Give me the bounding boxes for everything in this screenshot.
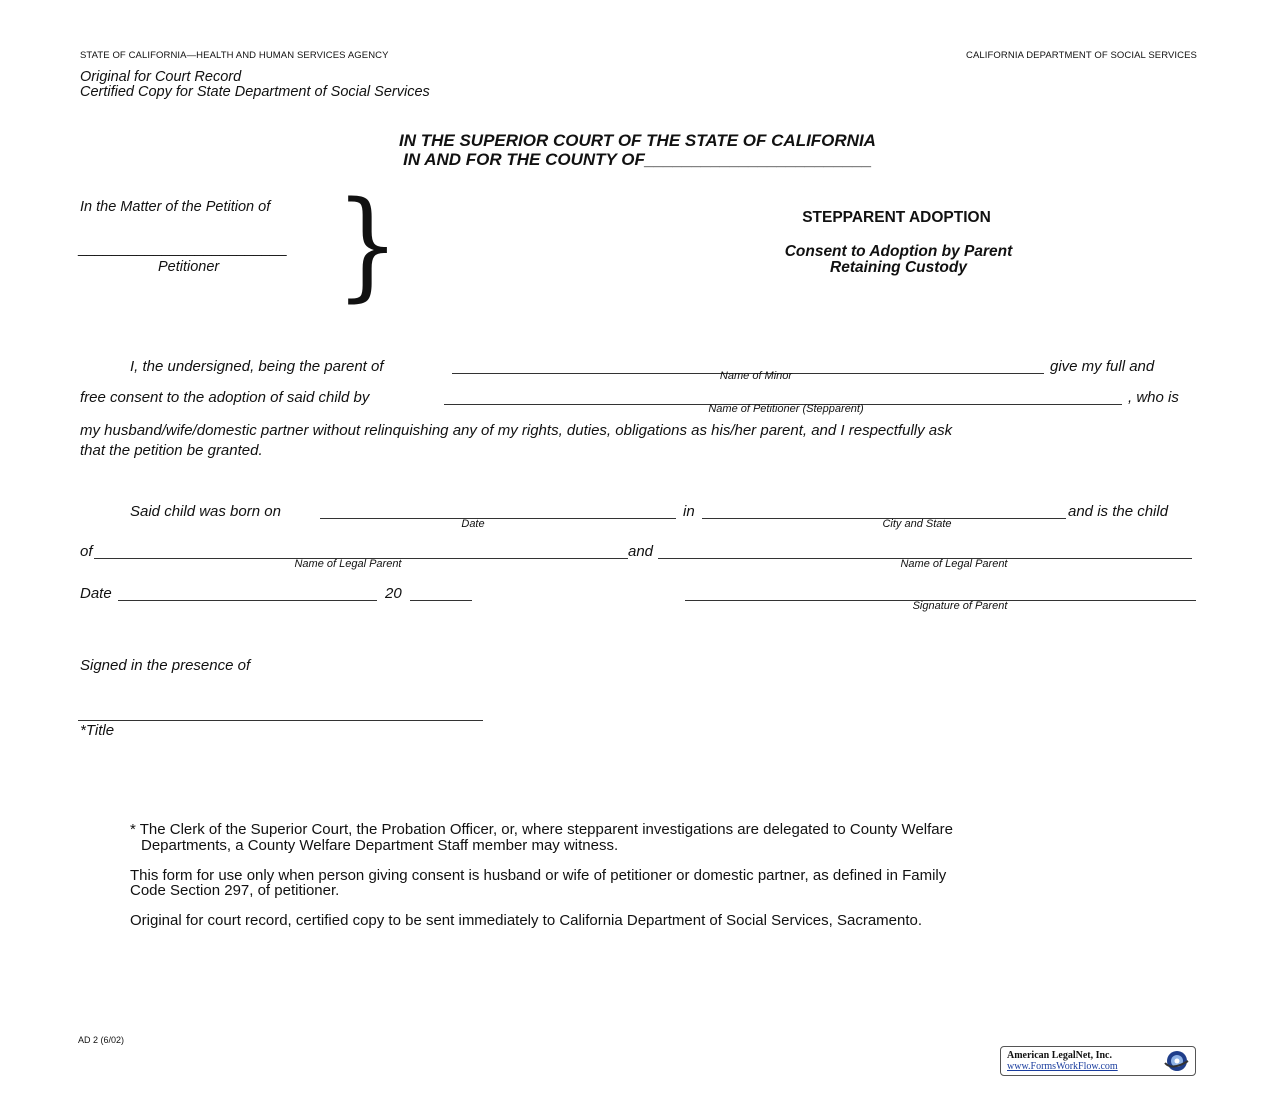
consent-text-2-end: , who is bbox=[1128, 389, 1179, 406]
note-3: Original for court record, certified copy to be sent immediately to California Department of Social Services, Sacramento. bbox=[130, 912, 923, 929]
form-id: AD 2 (6/02) bbox=[78, 1035, 125, 1045]
consent-text-4: that the petition be granted. bbox=[80, 442, 263, 459]
court-title: IN THE SUPERIOR COURT OF THE STATE OF CALIFORNIA bbox=[399, 131, 876, 150]
and-text: and bbox=[628, 543, 654, 560]
agency-left: STATE OF CALIFORNIA—HEALTH AND HUMAN SERVICES AGENCY bbox=[80, 50, 389, 61]
consent-text-1-end: give my full and bbox=[1050, 358, 1155, 375]
date-label: Date bbox=[461, 518, 485, 530]
note-2-line-2: Code Section 297, of petitioner. bbox=[130, 882, 340, 899]
stepparent-label: Name of Petitioner (Stepparent) bbox=[708, 403, 864, 415]
county-line bbox=[0, 150, 1275, 170]
county-field[interactable]: ________________________ bbox=[644, 150, 872, 169]
signing-date-field[interactable] bbox=[118, 600, 377, 601]
legalnet-logo[interactable] bbox=[1000, 1046, 1196, 1076]
consent-text-1: I, the undersigned, being the parent of bbox=[130, 358, 384, 375]
note-2-line-1: This form for use only when person giving consent is husband or wife of petitioner or domestic partner, as defined in Family bbox=[130, 867, 947, 884]
child-of-text: and is the child bbox=[1068, 503, 1169, 520]
date-prefix: Date bbox=[80, 585, 112, 602]
form-title: STEPPARENT ADOPTION bbox=[802, 209, 991, 226]
logo-url[interactable]: www.FormsWorkFlow.com bbox=[1007, 1061, 1118, 1072]
logo-name: American LegalNet, Inc. bbox=[1007, 1050, 1112, 1061]
consent-text-3: my husband/wife/domestic partner without relinquishing any of my rights, duties, obligations as his/her parent, and I respectfully ask bbox=[80, 422, 953, 439]
note-1-line-2: Departments, a County Welfare Department Staff member may witness. bbox=[141, 837, 619, 854]
title-label: *Title bbox=[80, 722, 115, 739]
legal-parent-label-1: Name of Legal Parent bbox=[294, 558, 402, 570]
copy-line-2: Certified Copy for State Department of Social Services bbox=[80, 84, 430, 100]
county-prefix: IN AND FOR THE COUNTY OF bbox=[403, 150, 645, 169]
minor-label: Name of Minor bbox=[719, 370, 793, 382]
city-label: City and State bbox=[882, 518, 952, 530]
born-on-text: Said child was born on bbox=[130, 503, 281, 520]
note-1-line-1: * The Clerk of the Superior Court, the Probation Officer, or, where stepparent investigations are delegated to County Welfare bbox=[130, 821, 953, 838]
year-field[interactable] bbox=[410, 600, 472, 601]
legal-parent-label-2: Name of Legal Parent bbox=[900, 558, 1008, 570]
born-in-text: in bbox=[683, 503, 695, 520]
presence-text: Signed in the presence of bbox=[80, 657, 251, 674]
petitioner-label: Petitioner bbox=[158, 259, 220, 275]
globe-icon bbox=[1158, 1049, 1192, 1073]
petitioner-field[interactable]: _________________________ bbox=[78, 240, 287, 257]
matter-label: In the Matter of the Petition of bbox=[80, 199, 271, 215]
year-prefix: 20 bbox=[385, 585, 402, 602]
signature-label: Signature of Parent bbox=[912, 600, 1008, 612]
consent-text-2: free consent to the adoption of said child by bbox=[80, 389, 370, 406]
form-subtitle-1: Consent to Adoption by Parent bbox=[784, 243, 1013, 260]
of-text: of bbox=[80, 543, 93, 560]
copy-line-1: Original for Court Record bbox=[80, 69, 242, 85]
caption-brace: } bbox=[335, 175, 400, 313]
witness-signature-field[interactable] bbox=[78, 720, 483, 721]
form-subtitle-2: Retaining Custody bbox=[830, 259, 967, 276]
agency-right: CALIFORNIA DEPARTMENT OF SOCIAL SERVICES bbox=[966, 50, 1197, 61]
